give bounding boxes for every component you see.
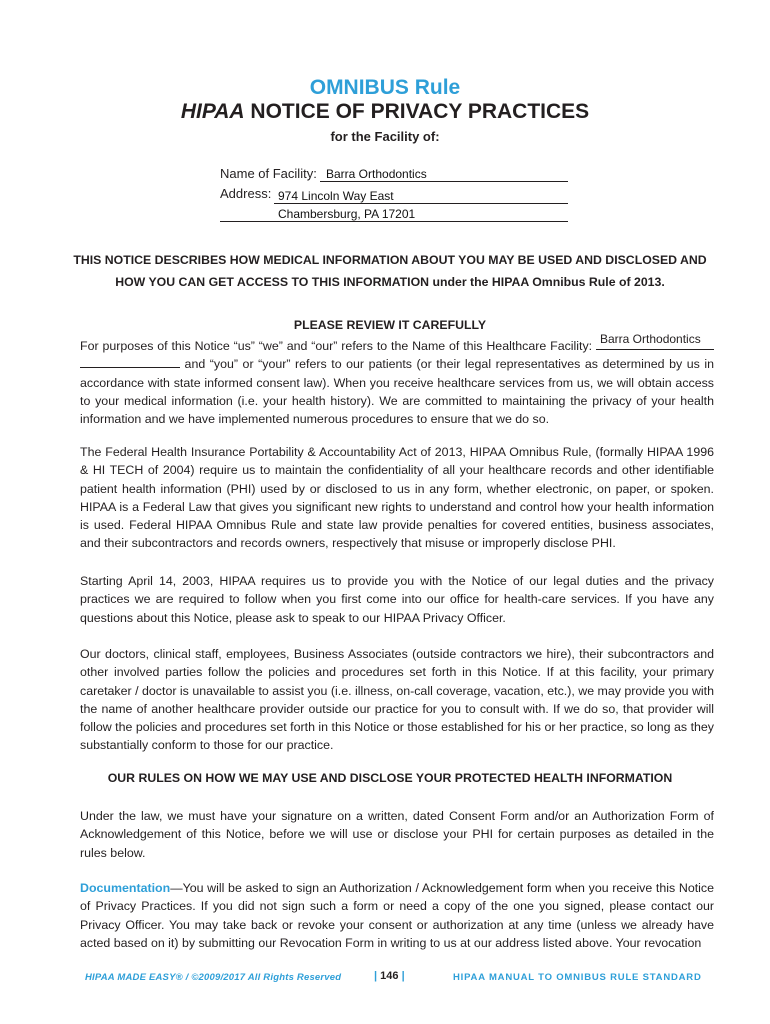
documentation-text: —You will be asked to sign an Authorization / Acknowledgement form when you receive this Notice of Privacy Practices. If you did not sign such a form or need a copy of the one you signed, please contact our Privacy Officer. You may take back or revoke your consent or authorization at any time (unless we already have acted based on it) by submitting our Revocation Form in writing to us at our address listed above. Your revocation: [80, 881, 714, 950]
footer-page-number: 146: [380, 970, 399, 982]
paragraph-purpose-start: For purposes of this Notice “us” “we” and “our” refers to the Name of this Healthcare Facility:: [80, 339, 596, 353]
footer-page-number-group: [374, 970, 405, 982]
paragraph-notice-requirement: Starting April 14, 2003, HIPAA requires us to provide you with the Notice of our legal duties and the privacy practices we are required to follow when you first come into our office for health-care services. If you have any questions about this Notice, please ask to speak to our HIPAA Privacy Officer.: [80, 574, 714, 625]
address-label: Address:: [220, 186, 272, 201]
facility-name-row: [220, 166, 317, 184]
notice-statement-line1: THIS NOTICE DESCRIBES HOW MEDICAL INFORMATION ABOUT YOU MAY BE USED AND DISCLOSED AND: [73, 253, 707, 267]
facility-subtitle: for the Facility of:: [330, 129, 440, 144]
paragraph-purpose: [80, 331, 714, 428]
address-row: [220, 186, 271, 204]
rule-title: OMNIBUS Rule: [309, 76, 461, 99]
footer-copyright: HIPAA MADE EASY® / ©2009/2017 All Rights Reserved: [85, 972, 342, 983]
notice-statement: [70, 249, 710, 293]
rules-heading: OUR RULES ON HOW WE MAY USE AND DISCLOSE YOUR PROTECTED HEALTH INFORMATION: [107, 771, 673, 785]
paragraph-documentation: [80, 879, 714, 952]
notice-title: [0, 100, 770, 124]
footer-bar-left: |: [374, 970, 378, 982]
footer-bar-right: |: [401, 970, 405, 982]
facility-inline-field-cont[interactable]: [80, 355, 180, 368]
notice-title-hipaa: HIPAA: [180, 100, 245, 123]
review-heading: PLEASE REVIEW IT CAREFULLY: [293, 318, 487, 332]
facility-inline-field[interactable]: [596, 331, 714, 350]
facility-name-value: Barra Orthodontics: [326, 167, 427, 181]
address-line1-value: 974 Lincoln Way East: [278, 189, 394, 203]
facility-inline-value: Barra Orthodontics: [600, 331, 701, 346]
paragraph-signature: Under the law, we must have your signature on a written, dated Consent Form and/or an Authorization Form of Acknowledgement of this Notice, before we will use or disclose your PHI for certain purposes as detailed in the rules below.: [80, 809, 714, 860]
address-line2-value: Chambersburg, PA 17201: [278, 207, 416, 221]
documentation-label: Documentation: [80, 881, 171, 895]
facility-name-label: Name of Facility:: [220, 166, 317, 181]
notice-statement-line2: HOW YOU CAN GET ACCESS TO THIS INFORMATION under the HIPAA Omnibus Rule of 2013.: [115, 275, 665, 289]
paragraph-purpose-rest: and “you” or “your” refers to our patients (or their legal representatives as determined by us in accordance with state informed consent law). When you receive healthcare services from us, we will obtain access to your medical information (i.e. your health history). We are committed to maintaining the privacy of your health information and we have implemented numerous procedures to ensure that we do so.: [80, 357, 714, 427]
notice-title-rest: NOTICE OF PRIVACY PRACTICES: [244, 100, 590, 123]
footer-manual-title: HIPAA MANUAL TO OMNIBUS RULE STANDARD: [453, 972, 702, 983]
paragraph-federal-law: The Federal Health Insurance Portability & Accountability Act of 2013, HIPAA Omnibus Rule, (formally HIPAA 1996 & HI TECH of 2004) require us to maintain the confidentiality of all your healthcare records and other identifiable patient health information (PHI) used by or disclosed to us in any form, whether electronic, on paper, or spoken. HIPAA is a Federal Law that gives you significant new rights to understand and control how your health information is used. Federal HIPAA Omnibus Rule and state law provide penalties for covered entities, business associates, and their subcontractors and records owners, respectively that misuse or improperly disclose PHI.: [80, 445, 714, 551]
paragraph-providers: Our doctors, clinical staff, employees, Business Associates (outside contractors we hire), their subcontractors and other involved parties follow the policies and procedures set forth in this Notice. If at this facility, your primary caretaker / doctor is unavailable to assist you (i.e. illness, on-call coverage, vacation, etc.), we may provide you with the name of another healthcare provider outside our practice for you to consult with. If we do so, that provider will follow the policies and procedures set forth in this Notice or those established for his or her practice, so long as they substantially conform to those for our practice.: [80, 647, 714, 753]
